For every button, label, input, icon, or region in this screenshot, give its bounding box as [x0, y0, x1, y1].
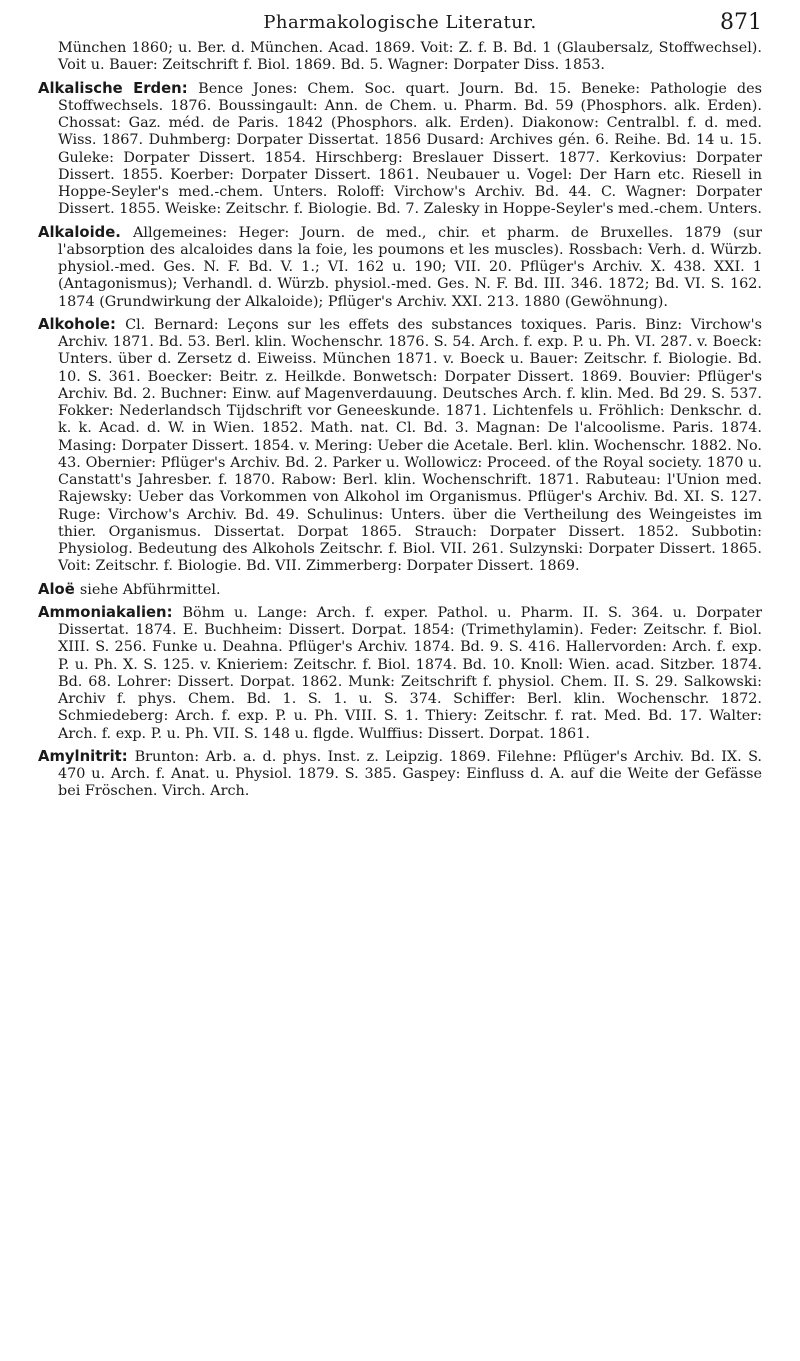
bibliography-entry-amylnitrit	[38, 748, 762, 801]
entry-text: Bence Jones: Chem. Soc. quart. Journ. Bd. 15. Beneke: Pathologie des Stoffwechsels. 1876. Boussingault: Ann. de Chem. u. Pharm. Bd. 59 (Phosphors. alk. Erden). Chossat: Gaz. méd. de Paris. 1842 (Phosphors. alk. Erden). Diakonow: Centralbl. f. d. med. Wiss. 1867. Duhmberg: Dorpater Dissertat. 1856 Dusard: Archives gén. 6. Reihe. Bd. 14 u. 15. Guleke: Dorpater Dissert. 1854. Hirschberg: Breslauer Dissert. 1877. Kerkovius: Dorpater Dissert. 1855. Koerber: Dorpater Dissert. 1861. Neubauer u. Vogel: Der Harn etc. Riesell in Hoppe-Seyler's med.-chem. Unters. Roloff: Virchow's Archiv. Bd. 44. C. Wagner: Dorpater Dissert. 1855. Weiske: Zeitschr. f. Biologie. Bd. 7. Zalesky in Hoppe-Seyler's med.-chem. Unters.	[58, 80, 763, 218]
bibliography-entry-ammoniakalien	[38, 604, 762, 743]
page-number: 871	[720, 10, 762, 35]
bibliography-body	[38, 40, 762, 801]
entry-text: Böhm u. Lange: Arch. f. exper. Pathol. u. Pharm. II. S. 364. u. Dorpater Dissertat. 1874. E. Buchheim: Dissert. Dorpat. 1854: (Trimethylamin). Feder: Zeitschr. f. Biol. XIII. S. 256. Funke u. Deahna. Pflüger's Archiv. 1874. Bd. 9. S. 416. Hallervorden: Arch. f. exp. P. u. Ph. X. S. 125. v. Knieriem: Zeitschr. f. Biol. 1874. Bd. 10. Knoll: Wien. acad. Sitzber. 1874. Bd. 68. Lohrer: Dissert. Dorpat. 1862. Munk: Zeitschrift f. physiol. Chem. II. S. 29. Salkowski: Archiv f. phys. Chem. Bd. 1. S. 1. u. S. 374. Schiffer: Berl. klin. Wochenschr. 1872. Schmiedeberg: Arch. f. exp. P. u. Ph. VIII. S. 1. Thiery: Zeitschr. f. rat. Med. Bd. 17. Walter: Arch. f. exp. P. u. Ph. VII. S. 148 u. flgde. Wulffius: Dissert. Dorpat. 1861.	[58, 604, 763, 742]
entry-heading: Alkohole:	[38, 315, 126, 333]
entry-text: Allgemeines: Heger: Journ. de med., chir. et pharm. de Bruxelles. 1879 (sur l'absorption des alcaloides dans la foie, les poumons et les muscles). Rossbach: Verh. d. Würzb. physiol.-med. Ges. N. F. Bd. V. 1.; VI. 162 u. 190; VII. 20. Pflüger's Archiv. X. 438. XXI. 1 (Antagonismus); Verhandl. d. Würzb. physiol.-med. Ges. N. F. Bd. III. 346. 1872; Bd. VI. S. 162. 1874 (Grundwirkung der Alkaloide); Pflüger's Archiv. XXI. 213. 1880 (Gewöhnung).	[58, 224, 763, 310]
entry-text: München 1860; u. Ber. d. München. Acad. 1869. Voit: Z. f. B. Bd. 1 (Glaubersalz, Stoffwechsel). Voit u. Bauer: Zeitschrift f. Biol. 1869. Bd. 5. Wagner: Dorpater Diss. 1853.	[58, 40, 762, 74]
bibliography-entry-aloe	[38, 581, 762, 599]
entry-heading: Amylnitrit:	[38, 747, 135, 765]
entry-text: Cl. Bernard: Leçons sur les effets des substances toxiques. Paris. Binz: Virchow's Archiv. 1871. Bd. 53. Berl. klin. Wochenschr. 1876. S. 54. Arch. f. exp. P. u. Ph. VI. 287. v. Boeck: Unters. über d. Zersetz d. Eiweiss. München 1871. v. Boeck u. Bauer: Zeitschr. f. Biologie. Bd. 10. S. 361. Boecker: Beitr. z. Heilkde. Bonwetsch: Dorpater Dissert. 1869. Bouvier: Pflüger's Archiv. Bd. 2. Buchner: Einw. auf Magenverdauung. Deutsches Arch. f. klin. Med. Bd 29. S. 537. Fokker: Nederlandsch Tijdschrift vor Geneeskunde. 1871. Lichtenfels u. Fröhlich: Denkschr. d. k. k. Acad. d. W. in Wien. 1852. Math. nat. Cl. Bd. 3. Magnan: De l'alcoolisme. Paris. 1874. Masing: Dorpater Dissert. 1854. v. Mering: Ueber die Acetale. Berl. klin. Wochenschr. 1882. No. 43. Obernier: Pflüger's Archiv. Bd. 2. Parker u. Wollowicz: Proceed. of the Royal society. 1870 u. Canstatt's Jahresber. f. 1870. Rabow: Berl. klin. Wochenschrift. 1871. Rabuteau: l'Union med. Rajewsky: Ueber das Vorkommen von Alkohol im Organismus. Pflüger's Archiv. Bd. XI. S. 127. Ruge: Virchow's Archiv. Bd. 49. Schulinus: Unters. über die Vertheilung des Weingeistes im thier. Organismus. Dissertat. Dorpat 1865. Strauch: Dorpater Dissert. 1852. Subbotin: Physiolog. Bedeutung des Alkohols Zeitschr. f. Biol. VII. 261. Sulzynski: Dorpater Dissert. 1865. Voit: Zeitschr. f. Biologie. Bd. VII. Zimmerberg: Dorpater Dissert. 1869.	[58, 316, 762, 575]
running-head	[38, 10, 762, 40]
bibliography-entry-alkalische-erden	[38, 80, 762, 219]
bibliography-entry-alkaloide	[38, 224, 762, 311]
entry-text: Brunton: Arb. a. d. phys. Inst. z. Leipzig. 1869. Filehne: Pflüger's Archiv. Bd. IX. S. 470 u. Arch. f. Anat. u. Physiol. 1879. S. 385. Gaspey: Einfluss d. A. auf die Weite der Gefässe bei Fröschen. Virch. Arch.	[58, 748, 762, 800]
entry-text: siehe Abführmittel.	[79, 581, 221, 598]
entry-heading: Alkaloide.	[38, 223, 134, 241]
bibliography-entry-alkohole	[38, 316, 762, 576]
entry-heading: Aloë	[38, 580, 80, 598]
running-title: Pharmakologische Literatur.	[263, 12, 537, 33]
entry-heading: Alkalische Erden:	[38, 79, 199, 97]
entry-heading: Ammoniakalien:	[38, 603, 183, 621]
bibliography-entry-continuation	[38, 40, 762, 75]
